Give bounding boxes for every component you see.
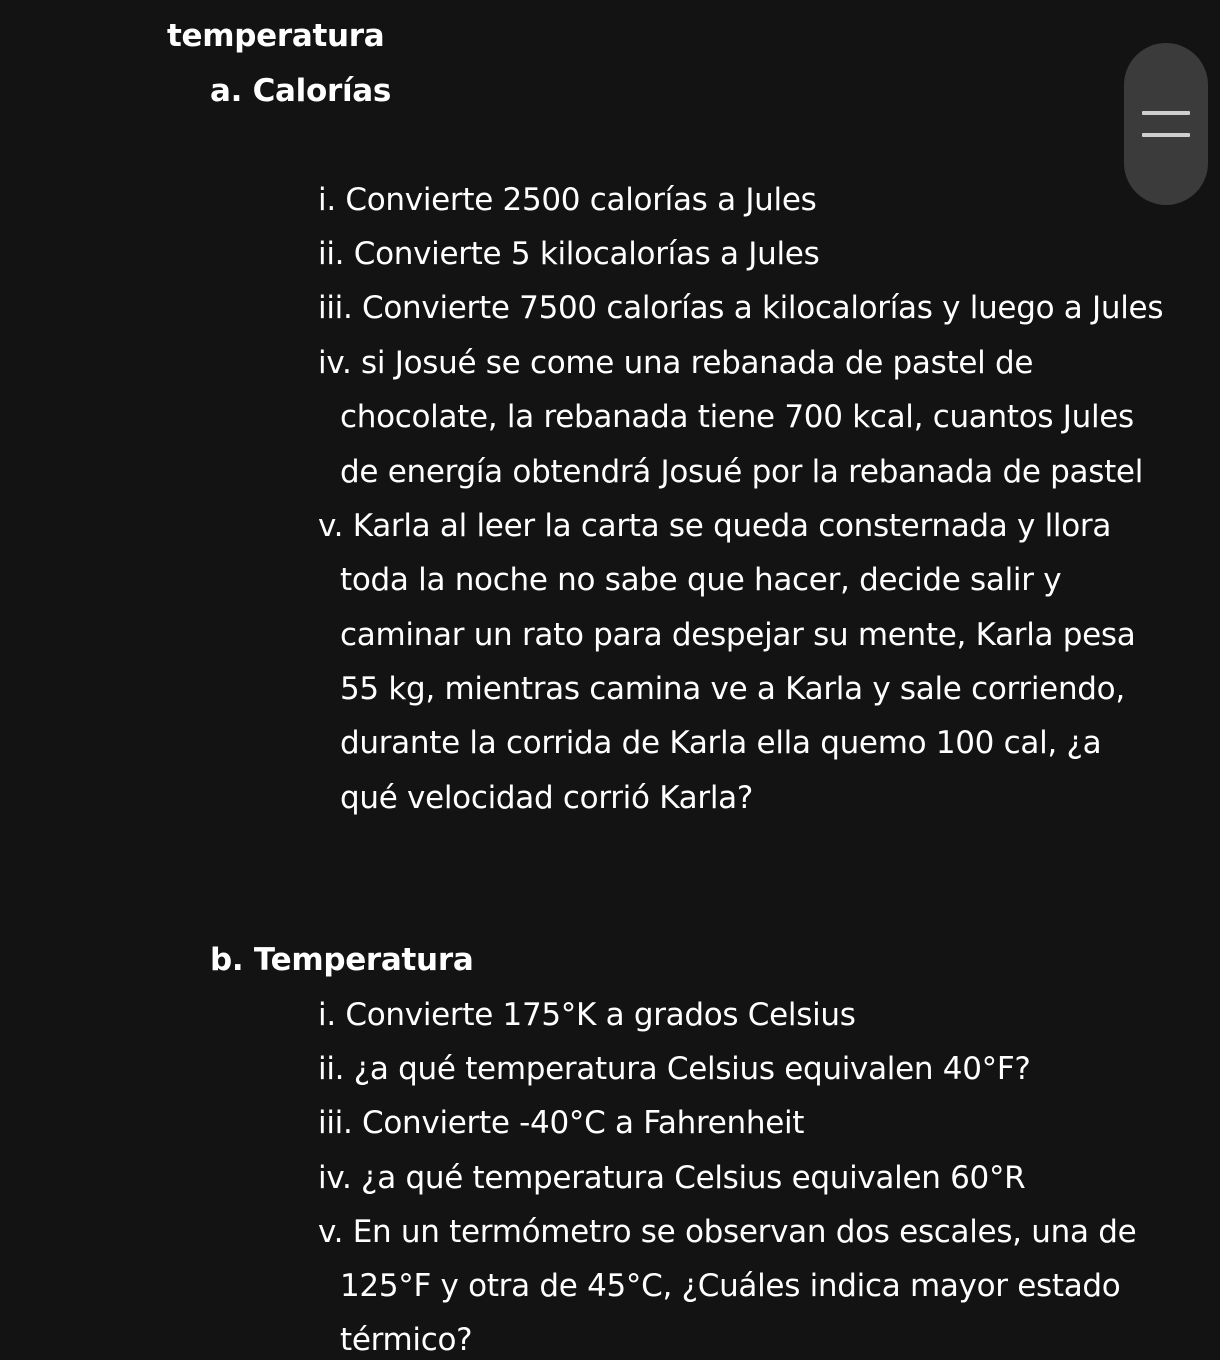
question-line: ii. ¿a qué temperatura Celsius equivalen 40°F?	[318, 1051, 1031, 1087]
scroll-handle[interactable]	[1124, 43, 1208, 205]
question-line: iii. Convierte -40°C a Fahrenheit	[318, 1105, 805, 1141]
question-line: v. En un termómetro se observan dos escales, una de	[318, 1214, 1137, 1250]
question-line: 125°F y otra de 45°C, ¿Cuáles indica mayor estado	[340, 1268, 1121, 1304]
question-line: i. Convierte 175°K a grados Celsius	[318, 997, 856, 1033]
question-line: durante la corrida de Karla ella quemo 100 cal, ¿a	[340, 725, 1102, 761]
question-line: ii. Convierte 5 kilocalorías a Jules	[318, 236, 820, 272]
question-line: de energía obtendrá Josué por la rebanada de pastel	[340, 454, 1144, 490]
question-line: i. Convierte 2500 calorías a Jules	[318, 182, 817, 218]
section-b-heading: b. Temperatura	[210, 942, 474, 978]
question-line: térmico?	[340, 1322, 473, 1358]
question-line: iii. Convierte 7500 calorías a kilocalorías y luego a Jules	[318, 290, 1164, 326]
question-line: iv. si Josué se come una rebanada de pastel de	[318, 345, 1034, 381]
section-title-fragment: temperatura	[167, 18, 385, 54]
section-a-heading: a. Calorías	[210, 73, 392, 109]
question-line: caminar un rato para despejar su mente, Karla pesa	[340, 617, 1136, 653]
question-line: 55 kg, mientras camina ve a Karla y sale corriendo,	[340, 671, 1125, 707]
question-line: toda la noche no sabe que hacer, decide salir y	[340, 562, 1062, 598]
question-line: chocolate, la rebanada tiene 700 kcal, cuantos Jules	[340, 399, 1134, 435]
question-line: qué velocidad corrió Karla?	[340, 780, 753, 816]
question-line: v. Karla al leer la carta se queda consternada y llora	[318, 508, 1112, 544]
question-line: iv. ¿a qué temperatura Celsius equivalen 60°R	[318, 1160, 1026, 1196]
